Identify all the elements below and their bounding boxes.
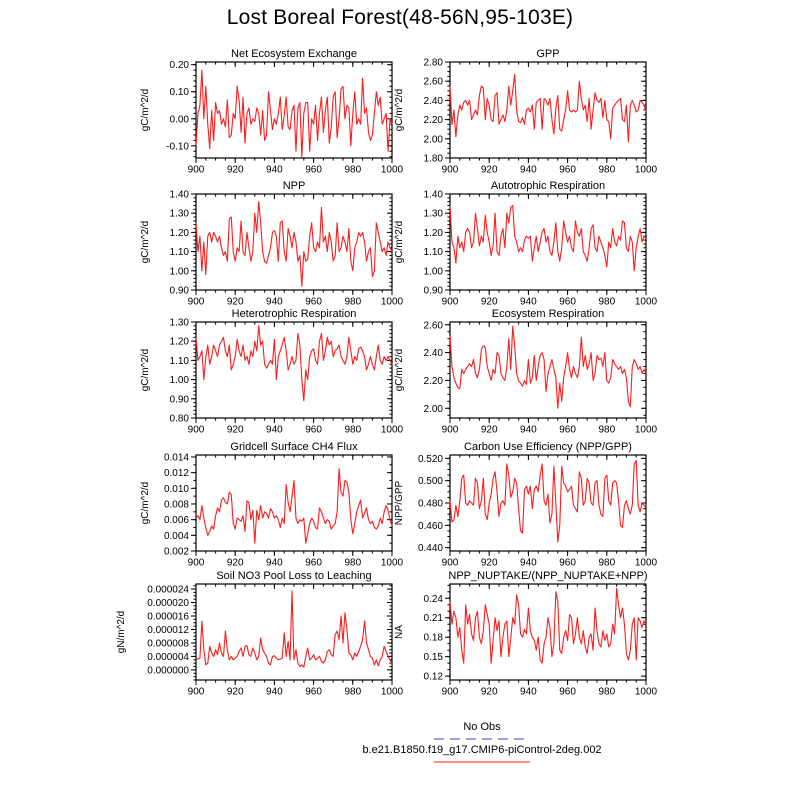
chart-carbon-use-efficiency	[368, 441, 662, 573]
y-tick-label: 0.80	[169, 413, 189, 425]
y-tick-label: 0.24	[423, 593, 443, 605]
chart-title: Autotrophic Respiration	[490, 180, 606, 192]
chart-title: Heterotrophic Respiration	[231, 308, 357, 320]
chart-svg	[114, 48, 408, 180]
chart-ylabel: gC/m^2/d	[394, 348, 405, 392]
legend-model-label: b.e21.B1850.f19_g17.CMIP6-piControl-2deg.002	[362, 744, 602, 756]
x-tick-label: 900	[187, 686, 205, 698]
chart-npp	[114, 180, 408, 312]
chart-svg	[368, 180, 662, 312]
y-tick-label: 0.014	[163, 452, 189, 464]
y-tick-label: 2.00	[423, 403, 443, 415]
x-tick-label: 1000	[634, 164, 658, 176]
x-tick-label: 940	[520, 557, 537, 569]
y-tick-label: 1.30	[423, 208, 443, 220]
x-tick-label: 920	[226, 164, 244, 176]
chart-ecosystem-respiration	[368, 308, 662, 440]
y-tick-label: 0.002	[163, 546, 189, 558]
y-tick-label: 1.00	[169, 375, 189, 387]
y-tick-label: 0.008	[163, 499, 189, 511]
y-tick-label: 0.000008	[147, 638, 189, 650]
y-tick-label: 0.18	[423, 632, 443, 644]
legend-no-obs-label: No Obs	[463, 721, 501, 733]
y-tick-label: 2.40	[423, 95, 443, 107]
chart-ylabel: gN/m^2/d	[116, 610, 127, 654]
series-line	[450, 589, 646, 664]
x-tick-label: 940	[520, 686, 537, 698]
x-tick-label: 980	[598, 164, 616, 176]
y-tick-label: 2.40	[423, 348, 443, 360]
y-tick-label: 0.90	[169, 285, 189, 297]
plot-frame	[196, 322, 392, 418]
y-tick-label: 0.006	[163, 515, 189, 527]
legend-no-obs-line	[434, 737, 530, 741]
x-tick-label: 960	[559, 424, 576, 436]
x-tick-label: 980	[598, 424, 616, 436]
y-tick-label: 0.010	[163, 483, 189, 495]
y-tick-label: 0.20	[169, 60, 189, 72]
y-tick-label: 1.40	[423, 189, 443, 201]
chart-title: Net Ecosystem Exchange	[231, 48, 357, 60]
x-tick-label: 960	[559, 296, 576, 308]
chart-title: Carbon Use Efficiency (NPP/GPP)	[464, 441, 632, 453]
series-line	[196, 469, 392, 543]
x-tick-label: 900	[441, 296, 459, 308]
chart-svg	[114, 570, 408, 702]
x-tick-label: 900	[441, 686, 459, 698]
y-tick-label: 0.012	[163, 468, 189, 480]
x-tick-label: 920	[226, 424, 244, 436]
x-tick-label: 960	[559, 686, 576, 698]
y-tick-label: 0.10	[169, 87, 189, 99]
y-tick-label: 0.15	[423, 652, 443, 664]
y-tick-label: 0.000020	[147, 598, 189, 610]
y-tick-label: 0.90	[169, 394, 189, 406]
y-tick-label: 1.80	[423, 153, 443, 165]
x-tick-label: 1000	[380, 296, 404, 308]
legend-model-line	[434, 760, 530, 764]
chart-svg	[114, 308, 408, 440]
x-tick-label: 960	[305, 164, 322, 176]
chart-ylabel: gC/m^2/d	[140, 220, 151, 264]
chart-svg	[368, 570, 662, 702]
y-tick-label: 1.10	[423, 247, 443, 259]
y-tick-label: 2.80	[423, 57, 443, 69]
chart-title: NPP	[282, 180, 306, 192]
chart-ylabel: gC/m^2/d	[140, 348, 151, 392]
y-tick-label: 2.60	[423, 76, 443, 88]
x-tick-label: 920	[226, 296, 244, 308]
y-tick-label: 1.10	[169, 355, 189, 367]
y-tick-label: 1.20	[169, 336, 189, 348]
x-tick-label: 900	[187, 424, 205, 436]
y-tick-label: 0.500	[417, 476, 443, 488]
y-tick-label: 0.480	[417, 498, 443, 510]
y-tick-label: 0.520	[417, 453, 443, 465]
y-tick-label: 0.00	[169, 114, 189, 126]
y-tick-label: 1.00	[423, 266, 443, 278]
x-tick-label: 900	[187, 557, 205, 569]
chart-npp-nuptake-fraction	[368, 570, 662, 702]
x-tick-label: 980	[598, 686, 616, 698]
axis-ticks	[191, 322, 392, 423]
series-line	[450, 74, 646, 141]
x-tick-label: 1000	[380, 164, 404, 176]
series-line	[196, 70, 392, 157]
plot-frame	[196, 194, 392, 290]
series-line	[196, 591, 392, 667]
y-tick-label: 1.20	[423, 227, 443, 239]
y-tick-label: 0.000004	[147, 651, 189, 663]
x-tick-label: 980	[344, 557, 362, 569]
chart-ylabel: NA	[394, 625, 405, 639]
x-tick-label: 900	[441, 424, 459, 436]
legend	[334, 720, 630, 766]
chart-svg	[368, 48, 662, 180]
x-tick-label: 1000	[380, 686, 404, 698]
chart-ylabel: gC/m^2/d	[140, 88, 151, 132]
x-tick-label: 1000	[634, 424, 658, 436]
plot-frame	[450, 62, 646, 158]
x-tick-label: 940	[520, 424, 537, 436]
x-tick-label: 960	[305, 424, 322, 436]
x-tick-label: 900	[187, 296, 205, 308]
y-tick-label: 1.00	[169, 266, 189, 278]
x-tick-label: 920	[480, 164, 498, 176]
x-tick-label: 1000	[634, 686, 658, 698]
x-tick-label: 920	[480, 557, 498, 569]
chart-svg	[114, 441, 408, 573]
chart-ylabel: gC/m^2/d	[140, 481, 151, 525]
chart-svg	[114, 180, 408, 312]
x-tick-label: 920	[480, 686, 498, 698]
x-tick-label: 980	[344, 424, 362, 436]
x-tick-label: 960	[305, 686, 322, 698]
y-tick-label: 2.60	[423, 320, 443, 332]
chart-title: NPP_NUPTAKE/(NPP_NUPTAKE+NPP)	[448, 570, 648, 582]
y-tick-label: 0.440	[417, 543, 443, 555]
axis-ticks	[445, 455, 646, 556]
x-tick-label: 900	[441, 557, 459, 569]
axis-ticks	[191, 455, 392, 556]
x-tick-label: 960	[305, 296, 322, 308]
y-tick-label: 0.12	[423, 671, 443, 683]
series-line	[450, 461, 646, 542]
chart-gridcell-surface-ch4-flux	[114, 441, 408, 573]
chart-gpp	[368, 48, 662, 180]
x-tick-label: 920	[480, 424, 498, 436]
x-tick-label: 920	[226, 686, 244, 698]
chart-title: Ecosystem Respiration	[491, 308, 605, 320]
chart-title: Gridcell Surface CH4 Flux	[230, 441, 358, 453]
y-tick-label: 1.30	[169, 208, 189, 220]
x-tick-label: 900	[187, 164, 205, 176]
x-tick-label: 960	[559, 164, 576, 176]
y-tick-label: 1.20	[169, 227, 189, 239]
chart-title: GPP	[536, 48, 560, 60]
figure-title: Lost Boreal Forest(48-56N,95-103E)	[226, 6, 574, 29]
x-tick-label: 980	[344, 164, 362, 176]
y-tick-label: 2.00	[423, 134, 443, 146]
x-tick-label: 900	[441, 164, 459, 176]
x-tick-label: 940	[266, 424, 283, 436]
chart-title: Soil NO3 Pool Loss to Leaching	[216, 570, 372, 582]
series-line	[196, 326, 392, 401]
x-tick-label: 960	[305, 557, 322, 569]
y-tick-label: 1.30	[169, 317, 189, 329]
y-tick-label: 1.10	[169, 247, 189, 259]
chart-ylabel: NPP/GPP	[394, 480, 405, 526]
y-tick-label: 0.000024	[147, 584, 189, 596]
x-tick-label: 1000	[380, 424, 404, 436]
x-tick-label: 980	[344, 686, 362, 698]
y-tick-label: 0.000016	[147, 611, 189, 623]
x-tick-label: 920	[480, 296, 498, 308]
x-tick-label: 940	[266, 686, 283, 698]
x-tick-label: 940	[520, 164, 537, 176]
y-tick-label: 2.20	[423, 115, 443, 127]
series-line	[450, 326, 646, 408]
x-tick-label: 980	[598, 557, 616, 569]
y-tick-label: 1.40	[169, 189, 189, 201]
x-tick-label: 940	[266, 164, 283, 176]
x-tick-label: 980	[598, 296, 616, 308]
x-tick-label: 1000	[634, 557, 658, 569]
chart-svg	[368, 441, 662, 573]
y-tick-label: 2.20	[423, 375, 443, 387]
chart-soil-no3-pool-loss	[114, 570, 408, 702]
x-tick-label: 940	[520, 296, 537, 308]
x-tick-label: 1000	[380, 557, 404, 569]
y-tick-label: 0.004	[163, 530, 189, 542]
x-tick-label: 940	[266, 296, 283, 308]
y-tick-label: 0.000012	[147, 624, 189, 636]
y-tick-label: -0.10	[166, 141, 189, 153]
y-tick-label: 0.90	[423, 285, 443, 297]
x-tick-label: 920	[226, 557, 244, 569]
axis-ticks	[445, 62, 646, 163]
x-tick-label: 960	[559, 557, 576, 569]
chart-heterotrophic-respiration	[114, 308, 408, 440]
chart-net-ecosystem-exchange	[114, 48, 408, 180]
chart-ylabel: gC/m^2/d	[394, 220, 405, 264]
y-tick-label: 0.21	[423, 613, 443, 625]
chart-ylabel: gC/m^2/d	[394, 88, 405, 132]
x-tick-label: 940	[266, 557, 283, 569]
chart-svg	[368, 308, 662, 440]
x-tick-label: 1000	[634, 296, 658, 308]
x-tick-label: 980	[344, 296, 362, 308]
chart-autotrophic-respiration	[368, 180, 662, 312]
series-line	[196, 202, 392, 286]
series-line	[450, 206, 646, 271]
y-tick-label: 0.000000	[147, 665, 189, 677]
y-tick-label: 0.460	[417, 520, 443, 532]
